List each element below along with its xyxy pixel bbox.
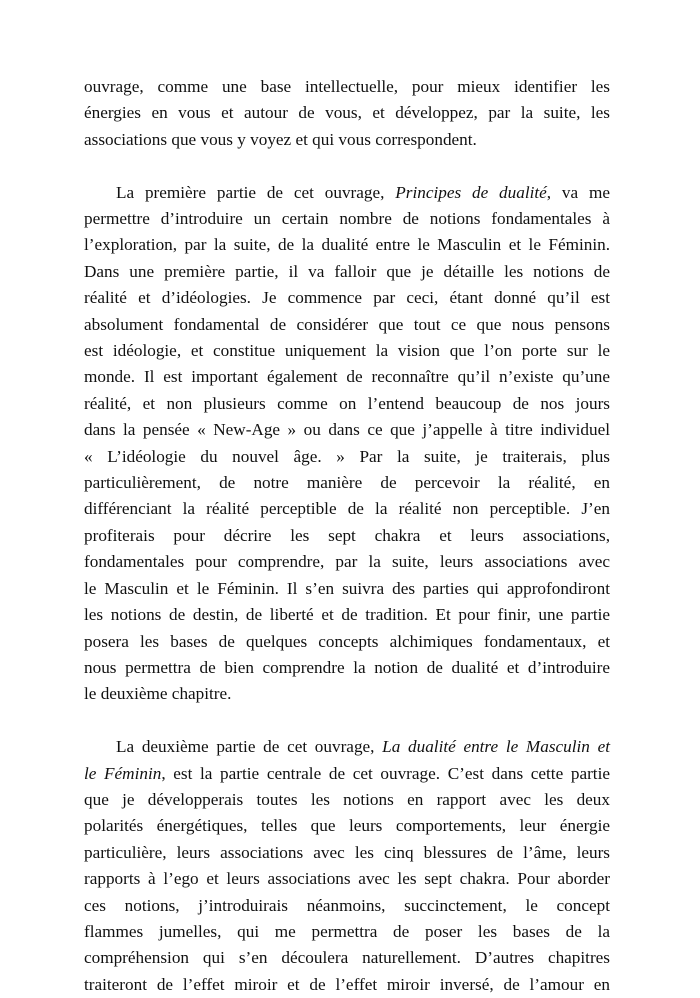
text-line: associations que vous y voyez et qui vous correspondent.: [84, 129, 477, 149]
text-line: ces notions, j’introduirais néanmoins, succinctement, le concept: [84, 895, 610, 915]
text-line: rapports à l’ego et leurs associations avec les sept chakra. Pour aborder: [84, 869, 610, 889]
text-run: La première partie de cet ouvrage,: [116, 182, 396, 202]
document-page: [84, 74, 610, 998]
text-line: dans la pensée « New-Age » ou dans ce que j’appelle à titre individuel: [84, 420, 610, 440]
text-line: [84, 734, 610, 760]
text-line: [84, 180, 610, 206]
text-line: particulière, leurs associations avec les cinq blessures de l’âme, leurs: [84, 842, 610, 862]
paragraph-second-part: [84, 734, 610, 998]
text-line: le Masculin et le Féminin. Il s’en suivra des parties qui approfondiront: [84, 578, 610, 598]
italic-title: le Féminin: [84, 763, 162, 783]
text-line: particulièrement, de notre manière de percevoir la réalité, en: [84, 473, 610, 493]
text-line: nous permettra de bien comprendre la notion de dualité et d’introduire: [84, 657, 610, 677]
text-line: réalité, et non plusieurs comme on l’entend beaucoup de nos jours: [84, 393, 610, 413]
paragraph-intro-continuation: [84, 74, 610, 153]
text-line: [84, 761, 610, 787]
text-line: l’exploration, par la suite, de la dualité entre le Masculin et le Féminin.: [84, 235, 610, 255]
text-line: ouvrage, comme une base intellectuelle, pour mieux identifier les: [84, 77, 610, 96]
text-line: absolument fondamental de considérer que tout ce que nous pensons: [84, 314, 610, 334]
italic-title: La dualité entre le Masculin et: [382, 737, 610, 757]
text-run: , va me: [546, 182, 610, 202]
text-line: profiterais pour décrire les sept chakra et leurs associations,: [84, 525, 610, 545]
italic-title: Principes de dualité: [395, 182, 547, 202]
text-line: traiteront de l’effet miroir et de l’effet miroir inversé, de l’amour en: [84, 974, 610, 994]
paragraph-first-part: [84, 180, 610, 708]
text-run: La deuxième partie de cet ouvrage,: [116, 737, 383, 757]
text-line: flammes jumelles, qui me permettra de poser les bases de la: [84, 921, 610, 941]
text-line: « L’idéologie du nouvel âge. » Par la suite, je traiterais, plus: [84, 446, 610, 466]
text-line: différenciant la réalité perceptible de la réalité non perceptible. J’en: [84, 499, 610, 519]
text-line: réalité et d’idéologies. Je commence par ceci, étant donné qu’il est: [84, 288, 610, 308]
text-line: Dans une première partie, il va falloir que je détaille les notions de: [84, 261, 610, 281]
text-line: polarités énergétiques, telles que leurs comportements, leur énergie: [84, 816, 610, 836]
text-line: fondamentales pour comprendre, par la suite, leurs associations avec: [84, 552, 610, 572]
text-line: les notions de destin, de liberté et de tradition. Et pour finir, une partie: [84, 605, 610, 625]
text-run: , est la partie centrale de cet ouvrage. C’est dans cette partie: [161, 763, 610, 783]
text-line: le deuxième chapitre.: [84, 684, 232, 704]
text-line: monde. Il est important également de reconnaître qu’il n’existe qu’une: [84, 367, 610, 387]
text-line: est idéologie, et constitue uniquement la vision que l’on porte sur le: [84, 341, 610, 361]
text-line: que je développerais toutes les notions en rapport avec les deux: [84, 789, 610, 809]
text-line: permettre d’introduire un certain nombre de notions fondamentales à: [84, 209, 610, 229]
text-line: énergies en vous et autour de vous, et développez, par la suite, les: [84, 103, 610, 123]
text-line: posera les bases de quelques concepts alchimiques fondamentaux, et: [84, 631, 610, 651]
text-line: compréhension qui s’en découlera naturellement. D’autres chapitres: [84, 948, 610, 968]
